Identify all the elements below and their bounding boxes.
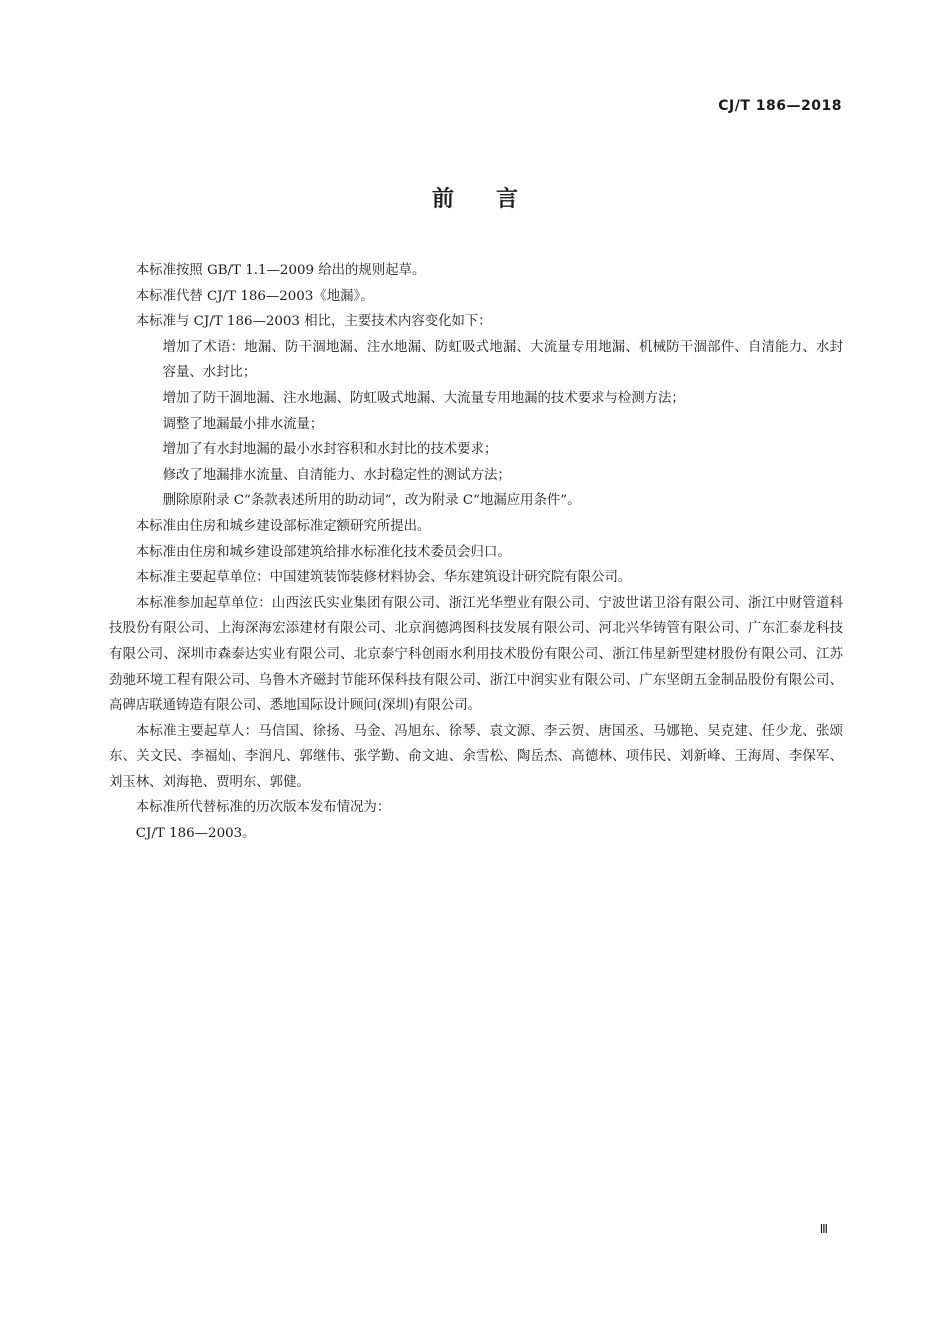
- page-number: Ⅲ: [819, 1222, 828, 1236]
- paragraph-history-intro: 本标准所代替标准的历次版本发布情况为：: [135, 800, 391, 816]
- paragraph-replaces: 本标准代替 CJ/T 186—2003《地漏》。: [135, 288, 374, 304]
- standard-code: CJ/T 186—2018: [718, 98, 842, 114]
- paragraph-history-version: CJ/T 186—2003。: [135, 826, 256, 842]
- change-item: 删除原附录 C“条款表述所用的助动词”，改为附录 C“地漏应用条件”。: [162, 493, 581, 509]
- paragraph-proposer: 本标准由住房和城乡建设部标准定额研究所提出。: [135, 518, 431, 534]
- paragraph-participating-orgs: 本标准参加起草单位：山西泫氏实业集团有限公司、浙江光华塑业有限公司、宁波世诺卫浴有限公司、浙江中财管道科技股份有限公司、上海深海宏添建材有限公司、北京润德鸿图科技发展有限公司、河北兴华铸管有限公司、广东汇泰龙科技有限公司、深圳市森泰达实业有限公司、北京泰宁科创雨水利用技术股份有限公司、浙江伟星新型建材股份有限公司、江苏劲驰环境工程有限公司、乌鲁木齐磁封节能环保科技有限公司、浙江中润实业有限公司、广东坚朗五金制品股份有限公司、高碑店联通铸造有限公司、悉地国际设计顾问(深圳)有限公司。: [109, 595, 843, 714]
- change-item: 修改了地漏排水流量、自清能力、水封稳定性的测试方法；: [162, 467, 511, 483]
- paragraph-changes-intro: 本标准与 CJ/T 186—2003 相比，主要技术内容变化如下：: [135, 314, 492, 330]
- paragraph-committee: 本标准由住房和城乡建设部建筑给排水标准化技术委员会归口。: [135, 544, 511, 560]
- page-title: [0, 182, 950, 213]
- paragraph-main-drafters: 本标准主要起草人：马信国、徐扬、马金、冯旭东、徐琴、袁文源、李云贺、唐国丞、马娜艳、吴克建、任少龙、张颂东、关文民、李福灿、李润凡、郭继伟、张学勤、俞文迪、余雪松、陶岳杰、高德林、项伟民、刘新峰、王海周、李保军、刘玉林、刘海艳、贾明东、郭健。: [109, 723, 843, 790]
- title-char-2: 言: [496, 187, 519, 212]
- paragraph-drafting-rules: 本标准按照 GB/T 1.1—2009 给出的规则起草。: [135, 263, 426, 278]
- change-item: 调整了地漏最小排水流量；: [162, 416, 324, 432]
- preface-body: [109, 258, 843, 847]
- title-char-1: 前: [431, 187, 454, 212]
- change-item: 增加了有水封地漏的最小水封容积和水封比的技术要求；: [162, 442, 498, 458]
- change-item: 增加了术语：地漏、防干涸地漏、注水地漏、防虹吸式地漏、大流量专用地漏、机械防干涸部件、自清能力、水封容量、水封比；: [162, 339, 843, 381]
- change-item: 增加了防干涸地漏、注水地漏、防虹吸式地漏、大流量专用地漏的技术要求与检测方法；: [162, 390, 685, 406]
- paragraph-main-drafters-org: 本标准主要起草单位：中国建筑装饰装修材料协会、华东建筑设计研究院有限公司。: [135, 570, 632, 586]
